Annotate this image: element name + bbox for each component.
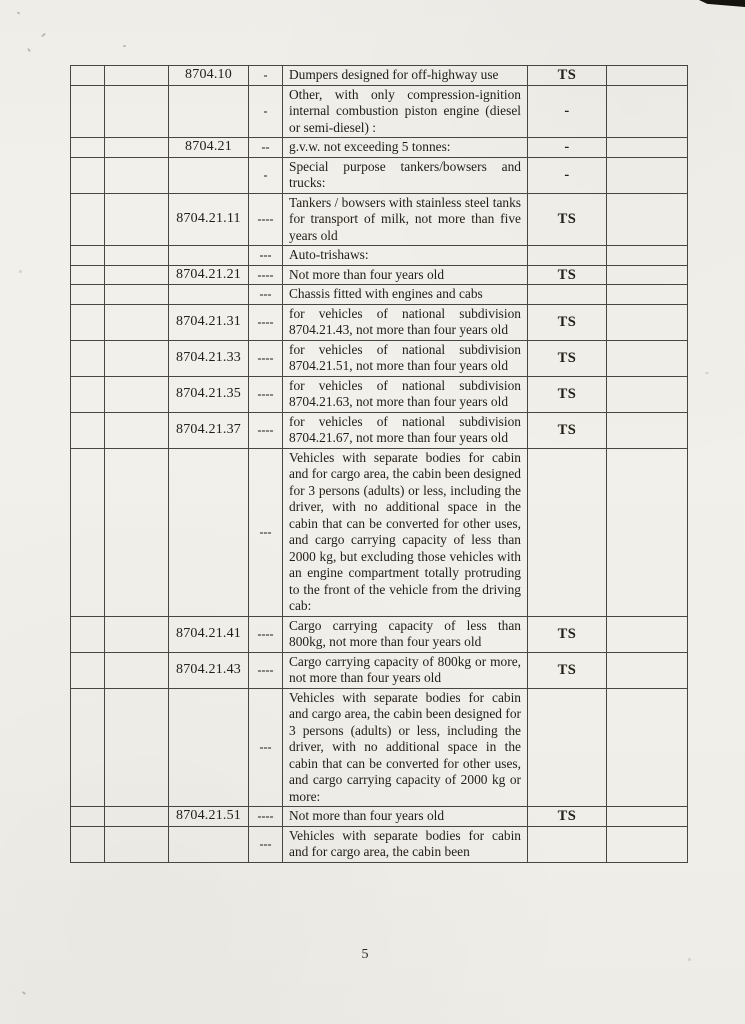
status: TS: [528, 66, 607, 86]
status: [528, 826, 607, 862]
empty-cell: [607, 246, 688, 266]
empty-cell: [105, 340, 169, 376]
status: TS: [528, 304, 607, 340]
empty-cell: [71, 157, 105, 193]
empty-cell: [105, 652, 169, 688]
empty-cell: [71, 265, 105, 285]
empty-cell: [105, 376, 169, 412]
table-row: [71, 85, 688, 138]
empty-cell: [71, 85, 105, 138]
empty-cell: [607, 652, 688, 688]
empty-cell: [105, 285, 169, 305]
table-row: [71, 246, 688, 266]
description: Special purpose tankers/bowsers and trucks:: [283, 157, 528, 193]
empty-cell: [71, 412, 105, 448]
description: Other, with only compression-ignition internal combustion piston engine (diesel or semi-diesel) :: [283, 85, 528, 138]
status: TS: [528, 340, 607, 376]
status: TS: [528, 193, 607, 246]
empty-cell: [71, 246, 105, 266]
description: for vehicles of national subdivision 8704.21.67, not more than four years old: [283, 412, 528, 448]
table-row: [71, 412, 688, 448]
description: Vehicles with separate bodies for cabin and for cargo area, the cabin been: [283, 826, 528, 862]
description: for vehicles of national subdivision 8704.21.63, not more than four years old: [283, 376, 528, 412]
dash-level: ---: [249, 826, 283, 862]
dash-level: ----: [249, 652, 283, 688]
empty-cell: [105, 138, 169, 158]
scan-speckle: [705, 372, 709, 374]
scan-speckle: [22, 991, 26, 995]
empty-cell: [607, 285, 688, 305]
dash-level: ----: [249, 265, 283, 285]
empty-cell: [607, 340, 688, 376]
status: [528, 448, 607, 616]
empty-cell: [607, 66, 688, 86]
hs-code: [169, 448, 249, 616]
hs-code: 8704.21.31: [169, 304, 249, 340]
status: -: [528, 138, 607, 158]
hs-code: [169, 157, 249, 193]
table-row: [71, 340, 688, 376]
hs-code: [169, 285, 249, 305]
status: TS: [528, 376, 607, 412]
table-row: [71, 688, 688, 807]
table-row: [71, 157, 688, 193]
dash-level: ---: [249, 285, 283, 305]
empty-cell: [105, 304, 169, 340]
hs-code: [169, 246, 249, 266]
empty-cell: [105, 66, 169, 86]
hs-code: 8704.21.37: [169, 412, 249, 448]
table-row: [71, 285, 688, 305]
table-row: [71, 138, 688, 158]
empty-cell: [607, 304, 688, 340]
empty-cell: [71, 826, 105, 862]
hs-code: [169, 826, 249, 862]
description: for vehicles of national subdivision 8704.21.51, not more than four years old: [283, 340, 528, 376]
description: Not more than four years old: [283, 807, 528, 827]
empty-cell: [71, 304, 105, 340]
table-row: [71, 807, 688, 827]
empty-cell: [105, 688, 169, 807]
empty-cell: [105, 412, 169, 448]
description: Not more than four years old: [283, 265, 528, 285]
dash-level: ----: [249, 412, 283, 448]
empty-cell: [607, 193, 688, 246]
hs-code: [169, 688, 249, 807]
empty-cell: [71, 376, 105, 412]
empty-cell: [607, 826, 688, 862]
dash-level: ----: [249, 340, 283, 376]
empty-cell: [105, 826, 169, 862]
hs-code: 8704.21: [169, 138, 249, 158]
status: -: [528, 157, 607, 193]
scan-speckle: [27, 48, 31, 52]
description: Dumpers designed for off-highway use: [283, 66, 528, 86]
tariff-classification-table: [70, 65, 688, 863]
empty-cell: [607, 138, 688, 158]
dash-level: ----: [249, 304, 283, 340]
empty-cell: [607, 265, 688, 285]
hs-code: 8704.21.51: [169, 807, 249, 827]
empty-cell: [71, 616, 105, 652]
table-row: [71, 376, 688, 412]
table-row: [71, 826, 688, 862]
scan-speckle: [41, 33, 46, 38]
table-row: [71, 265, 688, 285]
empty-cell: [607, 616, 688, 652]
empty-cell: [71, 448, 105, 616]
dash-level: ---: [249, 246, 283, 266]
hs-code: 8704.21.21: [169, 265, 249, 285]
description: Auto-trishaws:: [283, 246, 528, 266]
dash-level: ----: [249, 807, 283, 827]
dash-level: ----: [249, 193, 283, 246]
status: TS: [528, 412, 607, 448]
description: Vehicles with separate bodies for cabin and cargo area, the cabin been designed for 3 persons (adults) or less, including the driver, with no additional space in the cabin that can be converted for other uses, and cargo carrying capacity of 2000 kg or more:: [283, 688, 528, 807]
description: for vehicles of national subdivision 8704.21.43, not more than four years old: [283, 304, 528, 340]
table-row: [71, 652, 688, 688]
status: TS: [528, 652, 607, 688]
empty-cell: [607, 157, 688, 193]
empty-cell: [105, 448, 169, 616]
hs-code: [169, 85, 249, 138]
scan-mark-top-right: [699, 0, 745, 7]
scan-speckle: [17, 11, 21, 14]
empty-cell: [105, 157, 169, 193]
status: TS: [528, 265, 607, 285]
empty-cell: [607, 376, 688, 412]
dash-level: ---: [249, 688, 283, 807]
scan-speckle: [123, 45, 126, 47]
empty-cell: [71, 340, 105, 376]
status: -: [528, 85, 607, 138]
empty-cell: [71, 285, 105, 305]
scan-speckle: [19, 270, 22, 273]
status: [528, 285, 607, 305]
empty-cell: [607, 85, 688, 138]
empty-cell: [105, 85, 169, 138]
empty-cell: [71, 138, 105, 158]
hs-code: 8704.21.33: [169, 340, 249, 376]
hs-code: 8704.21.43: [169, 652, 249, 688]
table-row: [71, 448, 688, 616]
empty-cell: [105, 265, 169, 285]
dash-level: -: [249, 66, 283, 86]
empty-cell: [105, 246, 169, 266]
table-row: [71, 66, 688, 86]
table-row: [71, 304, 688, 340]
dash-level: ---: [249, 448, 283, 616]
empty-cell: [607, 448, 688, 616]
empty-cell: [71, 688, 105, 807]
dash-level: ----: [249, 616, 283, 652]
page-number: 5: [361, 947, 369, 962]
dash-level: -: [249, 157, 283, 193]
table-row: [71, 616, 688, 652]
empty-cell: [71, 807, 105, 827]
description: Tankers / bowsers with stainless steel tanks for transport of milk, not more than five years old: [283, 193, 528, 246]
empty-cell: [71, 652, 105, 688]
dash-level: ----: [249, 376, 283, 412]
dash-level: --: [249, 138, 283, 158]
empty-cell: [607, 688, 688, 807]
description: Cargo carrying capacity of less than 800kg, not more than four years old: [283, 616, 528, 652]
empty-cell: [607, 807, 688, 827]
table-row: [71, 193, 688, 246]
description: Chassis fitted with engines and cabs: [283, 285, 528, 305]
description: Cargo carrying capacity of 800kg or more, not more than four years old: [283, 652, 528, 688]
scan-speckle: [688, 958, 691, 961]
status: TS: [528, 616, 607, 652]
status: TS: [528, 807, 607, 827]
hs-code: 8704.10: [169, 66, 249, 86]
empty-cell: [607, 412, 688, 448]
empty-cell: [71, 66, 105, 86]
status: [528, 246, 607, 266]
description: g.v.w. not exceeding 5 tonnes:: [283, 138, 528, 158]
hs-code: 8704.21.35: [169, 376, 249, 412]
empty-cell: [105, 193, 169, 246]
dash-level: -: [249, 85, 283, 138]
empty-cell: [105, 807, 169, 827]
hs-code: 8704.21.11: [169, 193, 249, 246]
status: [528, 688, 607, 807]
empty-cell: [105, 616, 169, 652]
description: Vehicles with separate bodies for cabin and for cargo area, the cabin been designed for 3 persons (adults) or less, including the driver, with no additional space in the cabin that can be converted for other uses, and cargo carrying capacity of less than 2000 kg, but excluding those vehicles with an engine compartment totally protruding to the front of the vehicle from the driving cab:: [283, 448, 528, 616]
hs-code: 8704.21.41: [169, 616, 249, 652]
empty-cell: [71, 193, 105, 246]
